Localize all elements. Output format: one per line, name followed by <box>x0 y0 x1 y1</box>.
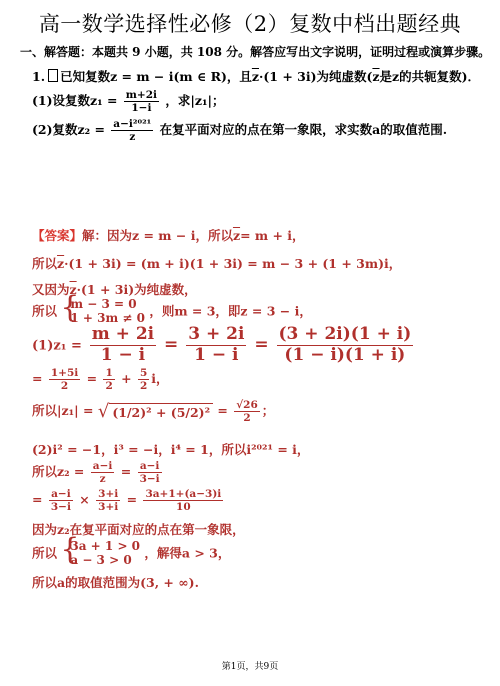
conjugate-z: $\overline{z}$ <box>251 69 259 84</box>
fraction: $\frac{a-i}{z}$ <box>92 460 113 486</box>
question-number: 1. <box>32 69 46 84</box>
answer-line-6: = $\frac{1+5i}{2}$ = $\frac{1}{2}$ + $\frac{5}{2}$ i， <box>32 367 169 393</box>
question-part1: (1)设复数z₁ = $\frac{m+2i}{1-i}$ ，求|z₁|； <box>32 89 225 115</box>
answer-line-13: 所以a的取值范围为(3, + ∞). <box>32 575 199 590</box>
page-footer: 第1页，共9页 <box>221 662 279 672</box>
answer-line-9: 所以z₂ = $\frac{a-i}{z}$ = $\frac{a-i}{3-i}$ <box>32 460 160 486</box>
fraction: $\frac{\text{a−i²⁰²¹}}{z}$ <box>113 118 152 144</box>
answer-tag: 【答案】 <box>32 228 83 243</box>
fraction: $\frac{a-i}{3-i}$ <box>139 460 160 486</box>
fraction: $\frac{1+5i}{2}$ <box>50 367 79 393</box>
fraction: $\frac{m + 2i}{1 - i}$ <box>91 324 155 365</box>
fraction: $\frac{√26}{2}$ <box>236 399 258 425</box>
square-root: (1/2)² + (5/2)² <box>109 403 213 420</box>
answer-line-11: 因为z₂在复平面对应的点在第一象限， <box>32 522 245 537</box>
answer-line-1: 【答案】解：因为z = m − i，所以$\overline{z}= m + i$， <box>32 228 305 243</box>
fraction: $\frac{a-i}{3-i}$ <box>50 488 71 514</box>
page-title: 高一数学选择性必修（2）复数中档出题经典 <box>38 12 462 36</box>
fraction: $\frac{1}{2}$ <box>105 367 113 393</box>
section-header: 一、解答题：本题共 9 小题，共 108 分。解答应写出文字说明，证明过程或演算步骤。 <box>20 45 491 59</box>
fraction: $\frac{3 + 2i}{1 - i}$ <box>188 324 245 365</box>
fraction: $\frac{3a+1+(a-3)i}{10}$ <box>145 488 222 514</box>
answer-line-2: 所以$\overline{z}\cdot(1 + 3i) = (m + i)(1 + 3i) = m - 3 + (1 + 3m)i$， <box>32 256 402 271</box>
answer-line-5: (1)z₁ = $\frac{m + 2i}{1 - i}$ = $\frac{3 + 2i}{1 - i}$ = $\frac{(3 + 2i)(1 + i)}{(1 - i)(1 + i)}$ <box>32 324 412 365</box>
question-stem: 1. 已知复数z = m − i(m ∈ R)，且$\overline{z}\cdot(1 + 3i)$为纯虚数($\overline{z}$是z的共轭复数)． <box>32 69 481 84</box>
answer-line-8: (2)i² = −1，i³ = −i，i⁴ = 1，所以i²⁰²¹ = i， <box>32 442 310 457</box>
question-part2: (2)复数z₂ = $\frac{\text{a−i²⁰²¹}}{z}$ 在复平面对应的点在第一象限，求实数a的取值范围. <box>32 118 448 144</box>
answer-line-4: 所以 { m − 3 = 0 1 + 3m ≠ 0 ，则m = 3，即z = 3 − i， <box>32 298 312 326</box>
answer-line-3: 又因为$\overline{z}\cdot(1 + 3i)$为纯虚数， <box>32 282 197 297</box>
fraction: $\frac{m+2i}{1-i}$ <box>125 89 157 115</box>
answer-line-10: = $\frac{a-i}{3-i}$ × $\frac{3+i}{3+i}$ = $\frac{3a+1+(a-3)i}{10}$ <box>32 488 222 514</box>
answer-line-7: 所以|z₁| = √ (1/2)² + (5/2)² = $\frac{√26}{2}$ ； <box>32 399 275 425</box>
equation-system: { 3a + 1 > 0 a − 3 > 0 <box>61 540 140 568</box>
answer-line-12: 所以 { 3a + 1 > 0 a − 3 > 0 ，解得a > 3， <box>32 540 230 568</box>
checkbox-icon[interactable] <box>48 69 58 82</box>
fraction: $\frac{5}{2}$ <box>139 367 148 393</box>
fraction: $\frac{(3 + 2i)(1 + i)}{(1 - i)(1 + i)}$ <box>278 324 412 365</box>
equation-system: { m − 3 = 0 1 + 3m ≠ 0 <box>61 298 145 326</box>
fraction: $\frac{3+i}{3+i}$ <box>98 488 119 514</box>
